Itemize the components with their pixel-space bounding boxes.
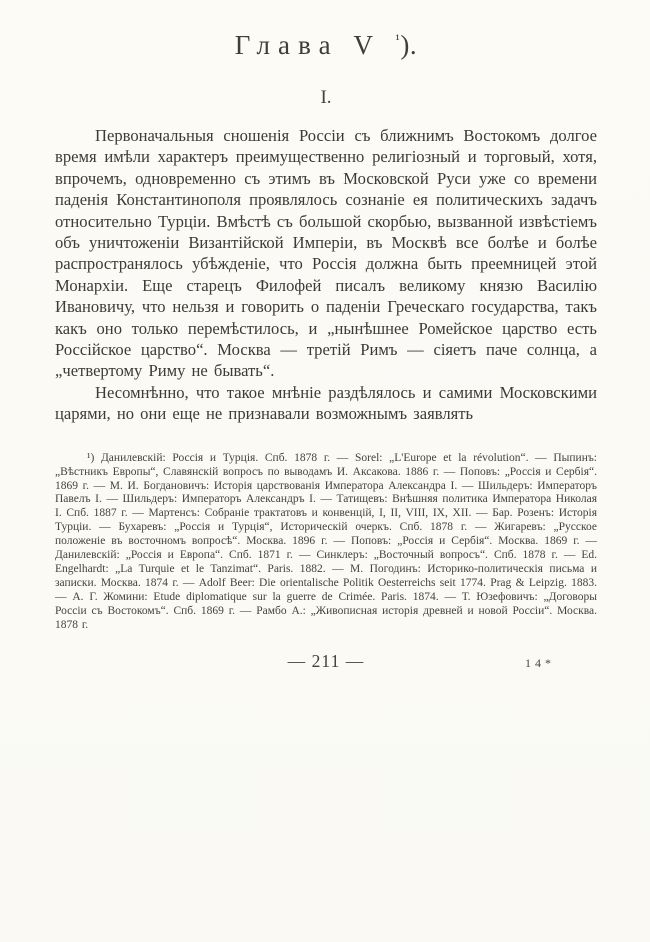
paragraph-1: Первоначальныя сношенія Россіи съ ближнимъ Востокомъ долгое время имѣли характеръ преимущественно религіозный и торговый, хотя, впрочемъ, одновременно съ этимъ въ Московской Руси уже со времени паденія Константинополя проявлялось сознаніе ея политическихъ задачъ относительно Турціи. Вмѣстѣ съ большой скорбью, вызванной извѣстіемъ объ уничтоженіи Византійской Имперіи, въ Москвѣ все болѣе и болѣе распространялось убѣжденіе, что Россія должна быть преемницей этой Монархіи. Еще старецъ Филофей писалъ великому князю Василію Ивановичу, что нельзя и говорить о паденіи Греческаго государства, такъ какъ оно только перемѣстилось, и „нынѣшнее Ромейское царство есть Россійское царство“. Москва — третій Римъ — сіяетъ паче солнца, а „четвертому Риму не бывать“. (55, 126, 597, 381)
footnote-block: ¹) Данилевскій: Россія и Турція. Спб. 1878 г. — Sorel: „L'Europe et la révolution“. — Пыпинъ: „Вѣстникъ Европы“, Славянскій вопросъ по выводамъ И. Аксакова. 1886 г. — Поповъ: „Россія и Сербія“. 1869 г. — М. И. Богдановичъ: Исторія царствованія Императора Александра I. — Шильдеръ: Императоръ Павелъ I. — Шильдеръ: Императоръ Александръ I. — Татищевъ: Внѣшняя политика Императора Николая I. Спб. 1887 г. — Мартенсъ: Собраніе трактатовъ и конвенцій, I, II, VIII, IX, XII. — Бар. Розенъ: Исторія Турціи. — Бухаревъ: „Россія и Турція“, Историческій очеркъ. Спб. 1878 г. — Жигаревъ: „Русское положеніе въ восточномъ вопросѣ“. Москва. 1896 г. — Поповъ: „Россія и Сербія“. Москва. 1869 г. — Данилевскій: „Россія и Европа“. Спб. 1871 г. — Синклеръ: „Восточный вопросъ“. Спб. 1878 г. — Ed. Engelhardt: „La Turquie et le Tanzimat“. Paris. 1882. — М. Погодинъ: Историко-политическія письма и записки. Москва. 1874 г. — Adolf Beer: Die orientalische Politik Oesterreichs seit 1774. Prag & Leipzig. 1883. — А. Г. Жомини: Etude diplomatique sur la guerre de Crimée. Paris. 1874. — Т. Юзефовичъ: „Договоры Россіи съ Востокомъ“. Спб. 1869 г. — Рамбо А.: „Живописная исторія древней и новой Россіи“. Москва. 1878 г. (55, 451, 597, 631)
section-heading: I. (320, 87, 332, 108)
chapter-title-tail: ). (400, 30, 418, 60)
footnote-ref-marker: ¹ (395, 33, 401, 48)
paragraph-2: Несомнѣнно, что такое мнѣніе раздѣлялось и самими Московскими царями, но они еще не признавали возможнымъ заявлять (55, 382, 597, 424)
body-text (55, 125, 597, 425)
signature-mark: 14* (525, 656, 555, 671)
chapter-title-text: Глава V (234, 30, 381, 60)
page-footer (55, 651, 597, 681)
chapter-title (55, 30, 597, 61)
page-number: — 211 — (287, 651, 365, 672)
